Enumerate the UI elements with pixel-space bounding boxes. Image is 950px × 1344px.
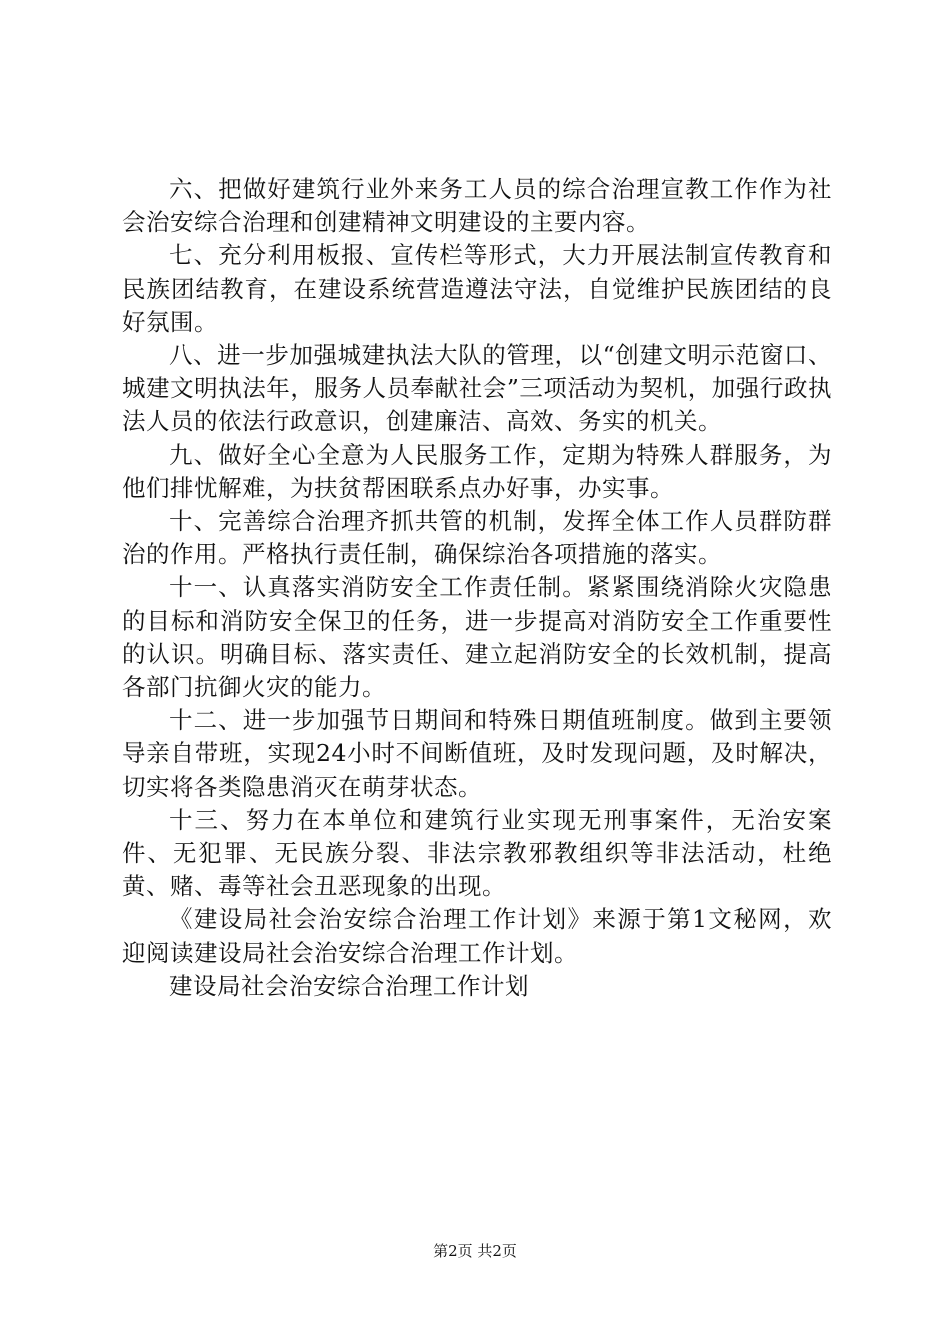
paragraph-7: 七、充分利用板报、宣传栏等形式，大力开展法制宣传教育和民族团结教育，在建设系统营造遵法守法，自觉维护民族团结的良好氛围。 [122, 241, 832, 336]
paragraph-13: 十三、努力在本单位和建筑行业实现无刑事案件，无治安案件、无犯罪、无民族分裂、非法宗教邪教组织等非法活动，杜绝黄、赌、毒等社会丑恶现象的出现。 [122, 805, 832, 901]
source-note: 《建设局社会治安综合治理工作计划》来源于第1文秘网，欢迎阅读建设局社会治安综合治理工作计划。 [122, 905, 832, 967]
paragraph-12: 十二、进一步加强节日期间和特殊日期值班制度。做到主要领导亲自带班，实现24小时不间断值班，及时发现问题，及时解决，切实将各类隐患消灭在萌芽状态。 [122, 706, 832, 801]
page-number: 第2页 共2页 [433, 1242, 517, 1260]
paragraph-8: 八、进一步加强城建执法大队的管理，以“创建文明示范窗口、城建文明执法年，服务人员奉献社会”三项活动为契机，加强行政执法人员的依法行政意识，创建廉洁、高效、务实的机关。 [122, 341, 832, 436]
paragraph-9: 九、做好全心全意为人民服务工作，定期为特殊人群服务，为他们排忧解难，为扶贫帮困联系点办好事，办实事。 [122, 440, 832, 502]
document-body [122, 173, 832, 1003]
paragraph-11: 十一、认真落实消防安全工作责任制。紧紧围绕消除火灾隐患的目标和消防安全保卫的任务，进一步提高对消防安全工作重要性的认识。明确目标、落实责任、建立起消防安全的长效机制，提高各部门抗御火灾的能力。 [122, 573, 832, 702]
paragraph-6: 六、把做好建筑行业外来务工人员的综合治理宣教工作作为社会治安综合治理和创建精神文明建设的主要内容。 [122, 175, 832, 237]
paragraph-10: 十、完善综合治理齐抓共管的机制，发挥全体工作人员群防群治的作用。严格执行责任制，确保综治各项措施的落实。 [122, 507, 832, 569]
closing-title: 建设局社会治安综合治理工作计划 [169, 971, 529, 1000]
